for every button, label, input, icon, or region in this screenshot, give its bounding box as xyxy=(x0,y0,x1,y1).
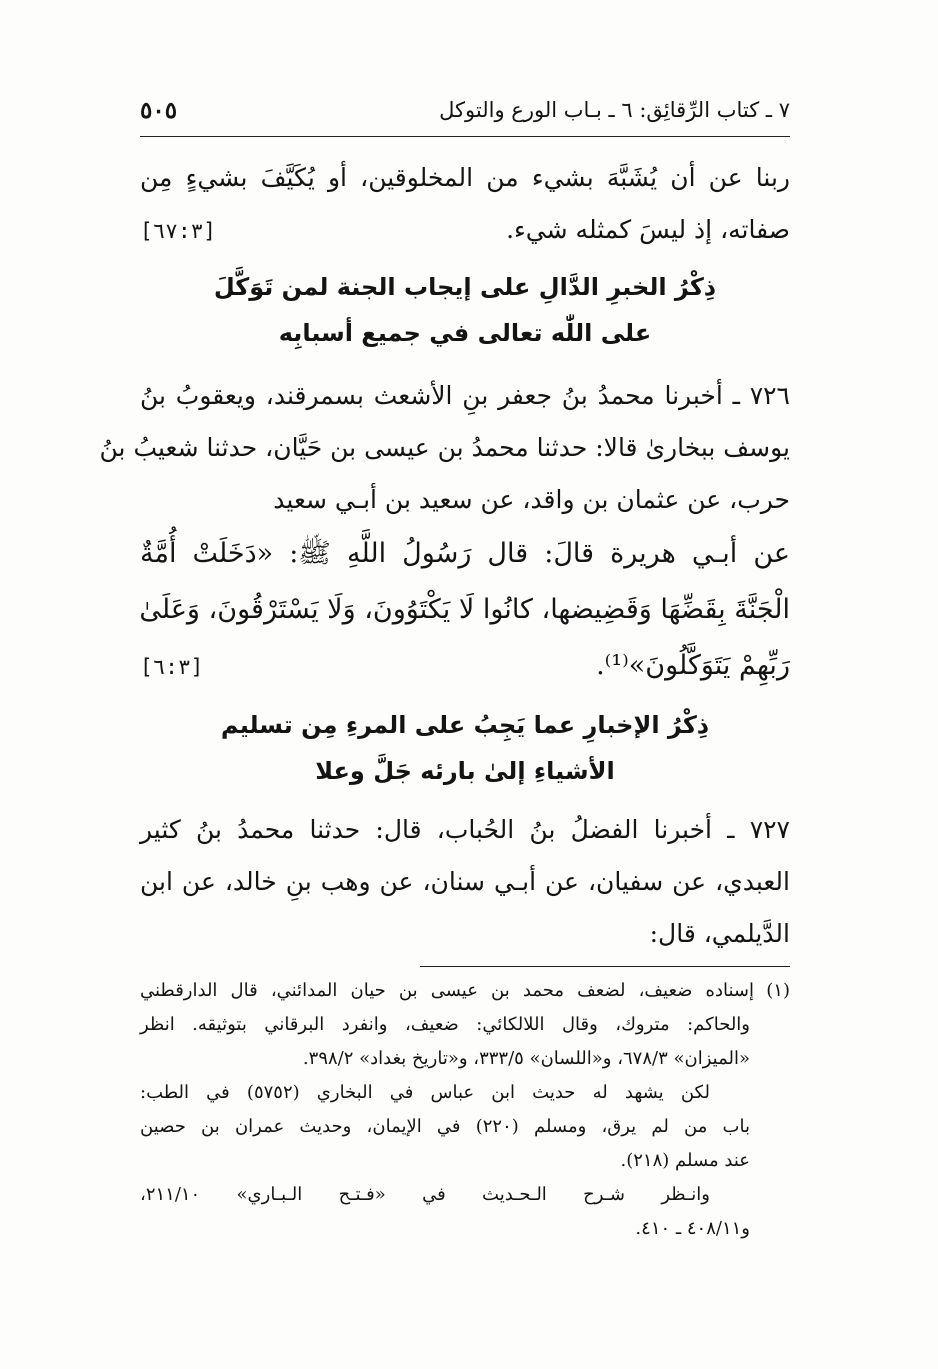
footnote-line xyxy=(140,974,790,1008)
hadith-726-matn xyxy=(140,526,790,695)
footnote-text: والحاكم: متروك، وقال اللالكائي: ضعيف، وانفرد البرقاني بتوثيقه. انظر xyxy=(140,1014,750,1035)
running-header xyxy=(140,88,790,132)
footnote-line xyxy=(140,1212,790,1246)
reference-marker: [٦٧:٣] xyxy=(140,219,216,243)
heading-line: ذِكْرُ الإخبارِ عما يَجِبُ على المرءِ مِن تسليم xyxy=(220,711,710,739)
text-line: ٧٢٧ ـ أخبرنا الفضلُ بنُ الحُباب، قال: حدثنا محمدُ بنُ كثير xyxy=(140,815,790,844)
footnote-text: إسناده ضعيف، لضعف محمد بن عيسى بن حيان المدائني، قال الدارقطني xyxy=(140,980,754,1001)
section-heading xyxy=(140,264,790,356)
text-line: ٧٢٦ ـ أخبرنا محمدُ بنُ جعفر بنِ الأشعث بسمرقند، ويعقوبُ بنُ xyxy=(140,381,790,410)
footnote-text: لكن يشهد له حديث ابن عباس في البخاري (٥٧٥٢) في الطب: xyxy=(140,1082,710,1103)
header-rule xyxy=(140,136,790,137)
hadith-727 xyxy=(140,804,790,960)
footnote-text: «الميزان» ٦٧٨/٣، و«اللسان» ٣٣٣/٥، و«تاريخ بغداد» ٣٩٨/٢. xyxy=(302,1048,750,1069)
footnote-text: عند مسلم (٢١٨). xyxy=(620,1150,750,1171)
text-line: عن أبـي هريرة قالَ: قال رَسُولُ اللَّهِ ﷺ: «دَخَلَتْ أُمَّةٌ xyxy=(140,538,790,569)
continuation-paragraph xyxy=(140,152,790,257)
text-line: الْجَنَّةَ بِقَضِّهَا وَقَضِيضها، كانُوا لَا يَكْتَوُونَ، وَلَا يَسْتَرْقُونَ، وَعَلَىٰ xyxy=(139,594,790,625)
footnote-text: باب من لم يرق، ومسلم (٢٢٠) في الإيمان، وحديث عمران بن حصين xyxy=(140,1116,750,1137)
footnote-text: و٤٠٨/١١ ـ ٤١٠. xyxy=(635,1218,750,1239)
footnote-line xyxy=(140,1178,790,1212)
footnote-marker: (١) xyxy=(766,980,790,1001)
text-line-with-ref xyxy=(140,204,790,257)
hadith-726-isnad xyxy=(99,370,790,526)
reference-marker: [٦:٣] xyxy=(140,655,204,679)
text-line-with-ref xyxy=(140,638,790,695)
footnote-line xyxy=(140,1110,790,1144)
section-heading xyxy=(140,702,790,794)
text-line: حرب، عن عثمان بن واقد، عن سعيد بن أبـي سعيد xyxy=(273,485,790,514)
running-title: ٧ ـ كتاب الرِّقائِق: ٦ ـ بـاب الورع والتوكل xyxy=(439,98,790,122)
footnote-line xyxy=(140,1144,790,1178)
heading-line: ذِكْرُ الخبرِ الدَّالِ على إيجاب الجنة لمن تَوَكَّلَ xyxy=(213,273,717,301)
page-number: ٥٠٥ xyxy=(140,96,178,124)
footnote-line xyxy=(140,1008,790,1042)
heading-line: الأشياءِ إلىٰ بارئه جَلَّ وعلا xyxy=(315,757,615,785)
footnotes xyxy=(140,974,790,1246)
footnote-rule xyxy=(420,966,790,967)
heading-line: على اللّٰه تعالى في جميع أسبابِه xyxy=(278,319,652,347)
text-line: الدَّيلمي، قال: xyxy=(649,919,790,948)
footnote-text: وانـظر شـرح الـحـديث في «فـتـح الـبـاري» ٢١١/١٠، xyxy=(140,1184,710,1205)
text-line: رَبِّهِمْ يَتَوَكَّلُونَ»⁽¹⁾. xyxy=(596,650,790,681)
footnote-line xyxy=(140,1076,790,1110)
text-line: صفاته، إذ ليسَ كمثله شيء. xyxy=(506,215,790,244)
footnote-line xyxy=(140,1042,790,1076)
text-line: ربنا عن أن يُشَبَّهَ بشيء من المخلوقين، أو يُكَيَّفَ بشيءٍ مِن xyxy=(140,163,790,192)
text-line: العبدي، عن سفيان، عن أبـي سنان، عن وهب بنِ خالد، عن ابن xyxy=(140,867,790,896)
text-line: يوسف ببخارىٰ قالا: حدثنا محمدُ بن عيسى بن حَيَّان، حدثنا شعيبُ بنُ xyxy=(99,433,790,462)
